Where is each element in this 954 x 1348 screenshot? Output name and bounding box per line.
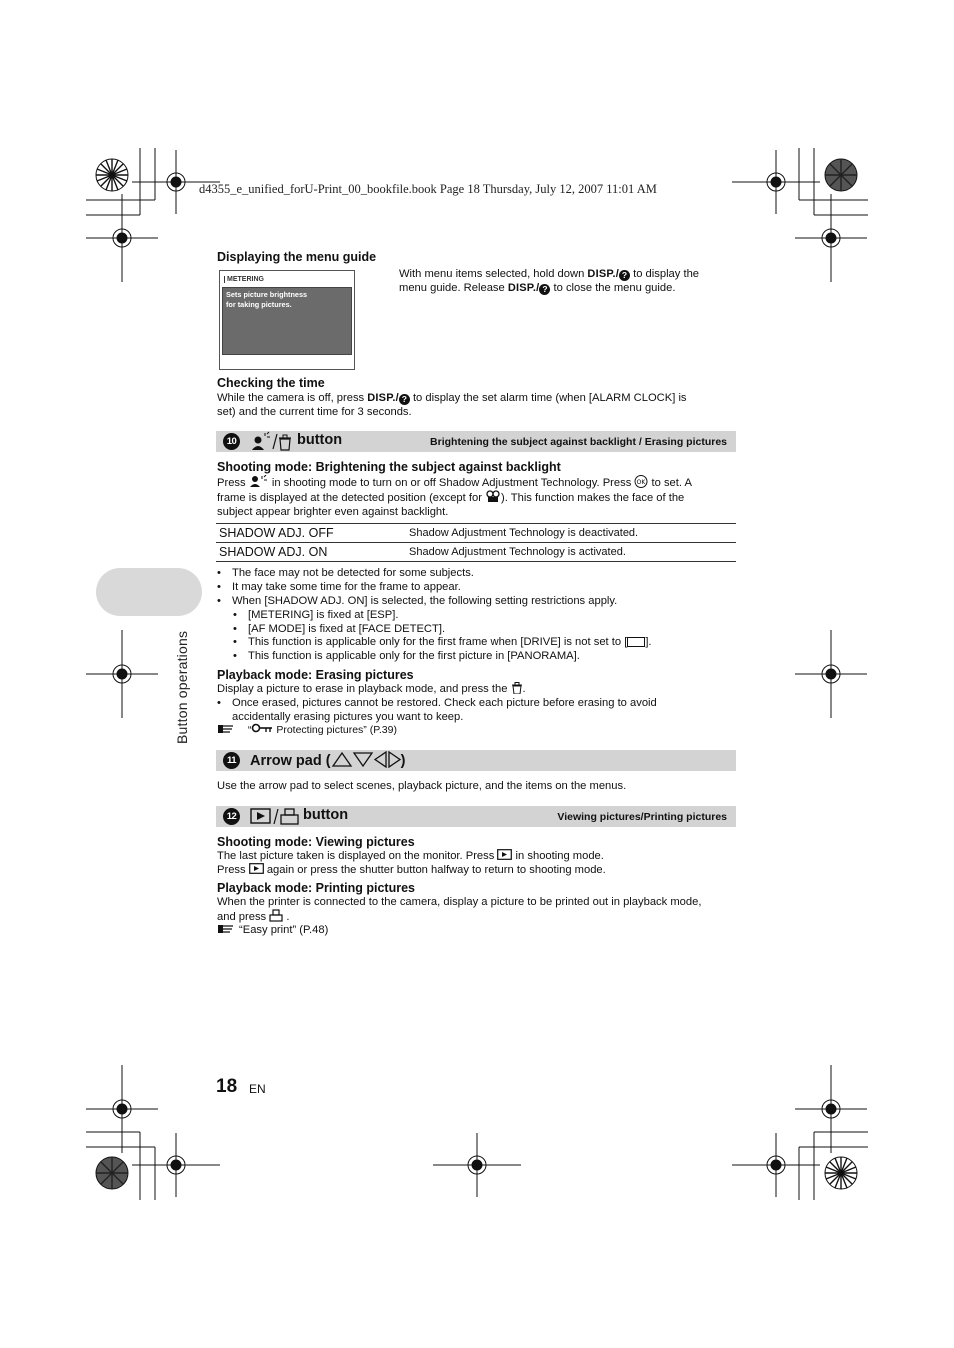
viewing-pictures-text: The last picture taken is displayed on the monitor. Press in shooting mode. Press again or press the shutter button halfway to return to shooting mode. bbox=[217, 850, 606, 876]
viewing-pictures-heading: Shooting mode: Viewing pictures bbox=[217, 835, 415, 849]
arrow-pad-text: Use the arrow pad to select scenes, playback picture, and the items on the menus. bbox=[217, 780, 627, 792]
checking-time-heading: Checking the time bbox=[217, 376, 325, 390]
menu-guide-screen bbox=[219, 270, 355, 370]
list-item: • This function is applicable only for the first frame when [DRIVE] is not set to [ ]. bbox=[248, 635, 652, 649]
list-item: • The face may not be detected for some subjects. bbox=[232, 566, 474, 580]
section-10-title: button bbox=[297, 432, 343, 448]
section-10-subtitle: Brightening the subject against backlight / Erasing pictures bbox=[430, 436, 727, 448]
shooting-backlight-text: Press in shooting mode to turn on or off Shadow Adjustment Technology. Press OK to set. A frame is displayed at the detected position (except for ). This function makes the face of the subject appear brighter even against backlight. bbox=[217, 477, 692, 518]
list-item: • It may take some time for the frame to appear. bbox=[232, 580, 461, 594]
table-value: Shadow Adjustment Technology is deactivated. bbox=[406, 524, 736, 543]
help-icon: ? bbox=[399, 394, 410, 405]
help-icon: ? bbox=[539, 284, 550, 295]
shadow-adj-table bbox=[216, 523, 736, 562]
section-10-header bbox=[216, 431, 736, 452]
reference-hand-icon bbox=[217, 723, 235, 734]
reference-hand-icon bbox=[217, 923, 239, 934]
printing-pictures-text: When the printer is connected to the camera, display a picture to be printed out in playback mode, and press . bbox=[217, 896, 702, 923]
section-number: 12 bbox=[223, 808, 240, 825]
svg-text:OK: OK bbox=[637, 479, 646, 486]
page-number: 18 bbox=[216, 1076, 238, 1097]
table-value: Shadow Adjustment Technology is activated. bbox=[406, 543, 736, 562]
section-12-title: button bbox=[303, 807, 349, 823]
ok-func-icon bbox=[634, 475, 648, 488]
section-12-subtitle: Viewing pictures/Printing pictures bbox=[557, 811, 727, 823]
shooting-backlight-heading: Shooting mode: Brightening the subject against backlight bbox=[217, 460, 561, 474]
table-key: SHADOW ADJ. ON bbox=[216, 543, 406, 562]
table-row bbox=[216, 543, 736, 562]
page-language: EN bbox=[249, 1082, 266, 1096]
screen-title: METERING bbox=[224, 276, 264, 283]
section-number: 11 bbox=[223, 752, 240, 769]
arrow-pad-icon bbox=[331, 751, 401, 768]
protect-key-icon bbox=[251, 723, 273, 733]
section-12-header bbox=[216, 806, 736, 827]
list-item: • [AF MODE] is fixed at [FACE DETECT]. bbox=[248, 622, 445, 636]
printing-pictures-heading: Playback mode: Printing pictures bbox=[217, 881, 415, 895]
section-number: 10 bbox=[223, 433, 240, 450]
print-icon bbox=[269, 909, 283, 922]
table-key: SHADOW ADJ. OFF bbox=[216, 524, 406, 543]
list-item: • This function is applicable only for the first picture in [PANORAMA]. bbox=[248, 649, 580, 663]
movie-icon bbox=[485, 490, 501, 502]
easy-print-reference: “Easy print” (P.48) bbox=[217, 923, 328, 937]
menu-guide-text: With menu items selected, hold down DISP./ ? to display the menu guide. Release DISP./ ? to close the menu guide. bbox=[399, 268, 700, 294]
list-item: • When [SHADOW ADJ. ON] is selected, the following setting restrictions apply. bbox=[232, 594, 617, 608]
help-icon: ? bbox=[619, 270, 630, 281]
single-frame-icon bbox=[627, 637, 645, 647]
list-item: • Once erased, pictures cannot be restored. Check each picture before erasing to avoid accidentally erasing pictures you want to keep. bbox=[232, 696, 737, 724]
playback-erase-heading: Playback mode: Erasing pictures bbox=[217, 668, 414, 682]
screen-guide-box bbox=[222, 287, 352, 355]
list-item: • [METERING] is fixed at [ESP]. bbox=[248, 608, 398, 622]
menu-guide-heading: Displaying the menu guide bbox=[217, 250, 377, 264]
playback-icon bbox=[497, 849, 512, 860]
protect-reference: “ Protecting pictures” (P.39) bbox=[217, 723, 397, 737]
section-tab-label: Button operations bbox=[174, 630, 190, 744]
section-tab bbox=[96, 568, 202, 616]
file-header: d4355_e_unified_forU-Print_00_bookfile.book Page 18 Thursday, July 12, 2007 11:01 AM bbox=[199, 182, 657, 196]
shadow-adj-icon bbox=[249, 475, 269, 487]
playback-erase-text: Display a picture to erase in playback mode, and press the . bbox=[217, 683, 526, 695]
screen-guide-text: Sets picture brightness for taking pictures. bbox=[226, 290, 308, 309]
playback-icon bbox=[249, 863, 264, 874]
shadow-adj-erase-icon bbox=[250, 431, 292, 452]
table-row bbox=[216, 524, 736, 543]
section-11-title: Arrow pad ( ) bbox=[250, 753, 406, 769]
trash-icon bbox=[511, 682, 523, 694]
checking-time-text: While the camera is off, press DISP./ ? to display the set alarm time (when [ALARM CLOCK] is set) and the current time for 3 seconds. bbox=[217, 392, 687, 418]
playback-print-icon bbox=[250, 807, 300, 826]
section-11-header bbox=[216, 750, 736, 771]
